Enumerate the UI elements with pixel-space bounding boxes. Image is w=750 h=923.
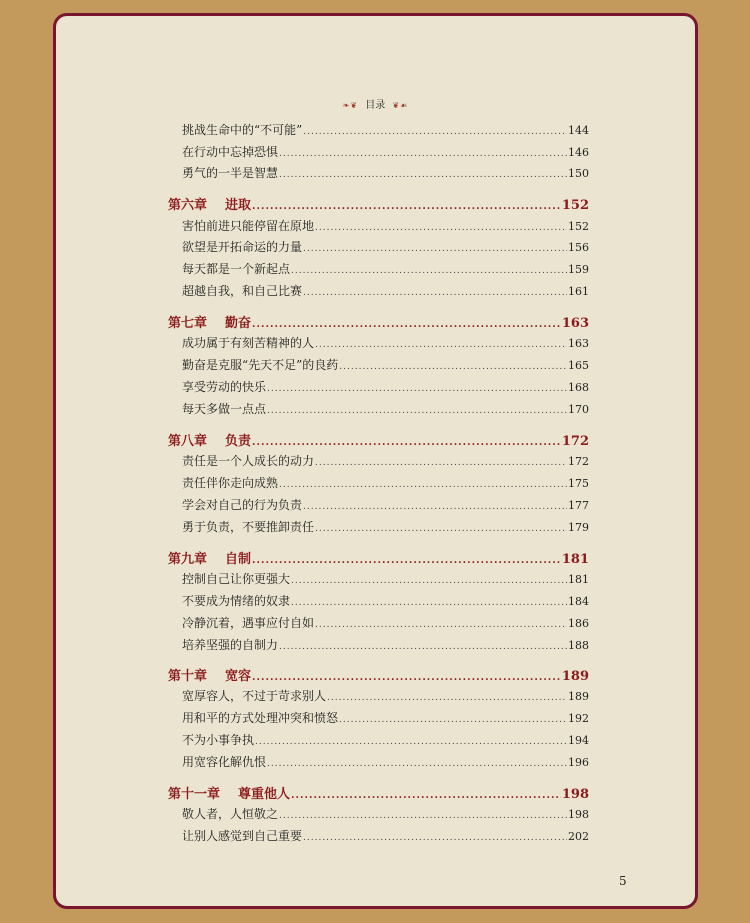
dot-leader	[255, 737, 567, 747]
entry-page-number: 146	[568, 146, 589, 159]
entry-page-number: 192	[568, 712, 589, 725]
toc-chapter-row	[56, 312, 695, 331]
toc-entry-row	[56, 356, 695, 373]
entry-page-number: 188	[568, 639, 589, 652]
dot-leader	[252, 555, 561, 566]
entry-page-number: 181	[561, 552, 589, 567]
entry-title: 在行动中忘掉恐惧	[182, 145, 279, 159]
entry-title: 不为小事争执	[182, 733, 255, 747]
chapter-heading	[168, 312, 251, 331]
toc-entry-row	[56, 709, 695, 726]
dot-leader	[291, 598, 567, 608]
dot-leader	[267, 759, 567, 769]
entry-page-number: 198	[568, 808, 589, 821]
entry-title: 每天都是一个新起点	[182, 262, 291, 276]
entry-title: 成功属于有刻苦精神的人	[182, 336, 315, 350]
entry-title: 勇于负责，不要推卸责任	[182, 520, 315, 534]
entry-page-number: 152	[561, 198, 589, 213]
entry-page-number: 150	[568, 167, 589, 180]
chapter-title: 尊重他人	[238, 787, 291, 802]
dot-leader	[279, 480, 567, 490]
toc-entry-row	[56, 496, 695, 513]
toc-heading: 目录	[365, 100, 386, 111]
toc-entry-row	[56, 592, 695, 609]
toc-entry-row	[56, 121, 695, 138]
dot-leader	[291, 790, 561, 801]
toc-entry-row	[56, 687, 695, 704]
entry-title: 享受劳动的快乐	[182, 380, 267, 394]
entry-title: 敬人者，人恒敬之	[182, 807, 279, 821]
entry-page-number: 156	[568, 241, 589, 254]
chapter-title: 负责	[225, 434, 252, 449]
toc-chapter-row	[56, 194, 695, 213]
entry-title: 勤奋是克服“先天不足”的良药	[182, 358, 339, 372]
book-page	[53, 13, 698, 909]
dot-leader	[315, 524, 567, 534]
chapter-heading	[168, 548, 251, 567]
dot-leader	[303, 502, 567, 512]
toc-entry-row	[56, 452, 695, 469]
dot-leader	[252, 319, 561, 330]
entry-title: 宽厚容人，不过于苛求别人	[182, 689, 327, 703]
dot-leader	[315, 620, 567, 630]
dot-leader	[279, 170, 567, 180]
dot-leader	[279, 149, 567, 159]
dot-leader	[303, 288, 567, 298]
toc-entry-row	[56, 518, 695, 535]
dot-leader	[291, 266, 567, 276]
dot-leader	[303, 127, 567, 137]
toc-entry-row	[56, 217, 695, 234]
entry-page-number: 168	[568, 381, 589, 394]
toc-entry-row	[56, 731, 695, 748]
chapter-heading	[168, 783, 290, 802]
chapter-number: 第九章	[168, 552, 208, 567]
entry-page-number: 194	[568, 734, 589, 747]
toc-chapter-row	[56, 548, 695, 567]
dot-leader	[252, 437, 561, 448]
dot-leader	[291, 576, 567, 586]
chapter-number: 第八章	[168, 434, 208, 449]
toc-chapter-row	[56, 783, 695, 802]
entry-page-number: 163	[568, 337, 589, 350]
chapter-heading	[168, 194, 251, 213]
entry-title: 用宽容化解仇恨	[182, 755, 267, 769]
chapter-title: 自制	[225, 552, 252, 567]
dot-leader	[279, 642, 567, 652]
entry-page-number: 202	[568, 830, 589, 843]
chapter-heading	[168, 665, 251, 684]
dot-leader	[327, 693, 567, 703]
entry-page-number: 170	[568, 403, 589, 416]
toc-entry-row	[56, 400, 695, 417]
entry-page-number: 189	[561, 669, 589, 684]
entry-title: 责任伴你走向成熟	[182, 476, 279, 490]
entry-title: 培养坚强的自制力	[182, 638, 279, 652]
toc-entry-row	[56, 334, 695, 351]
entry-page-number: 161	[568, 285, 589, 298]
entry-page-number: 184	[568, 595, 589, 608]
chapter-title: 进取	[225, 198, 252, 213]
toc-chapter-row	[56, 665, 695, 684]
toc-entry-row	[56, 260, 695, 277]
dot-leader	[315, 458, 567, 468]
entry-page-number: 159	[568, 263, 589, 276]
toc-entry-row	[56, 143, 695, 160]
chapter-title: 勤奋	[225, 316, 252, 331]
toc-entry-row	[56, 238, 695, 255]
dot-leader	[252, 672, 561, 683]
entry-page-number: 152	[568, 220, 589, 233]
chapter-title: 宽容	[225, 669, 252, 684]
toc-entry-row	[56, 474, 695, 491]
ornament-left-icon: ❧❦	[342, 101, 359, 110]
entry-page-number: 198	[561, 787, 589, 802]
entry-page-number: 189	[568, 690, 589, 703]
entry-title: 勇气的一半是智慧	[182, 166, 279, 180]
chapter-number: 第十章	[168, 669, 208, 684]
toc-entry-row	[56, 753, 695, 770]
dot-leader	[315, 223, 567, 233]
entry-page-number: 177	[568, 499, 589, 512]
entry-page-number: 175	[568, 477, 589, 490]
chapter-number: 第六章	[168, 198, 208, 213]
ornament-right-icon: ❦☙	[392, 101, 409, 110]
toc-entry-row	[56, 282, 695, 299]
page-number: 5	[619, 874, 627, 888]
dot-leader	[339, 362, 567, 372]
entry-title: 超越自我，和自己比赛	[182, 284, 303, 298]
entry-title: 欲望是开拓命运的力量	[182, 240, 303, 254]
entry-title: 挑战生命中的“不可能”	[182, 123, 303, 137]
toc-entry-row	[56, 378, 695, 395]
entry-page-number: 165	[568, 359, 589, 372]
entry-page-number: 163	[561, 316, 589, 331]
entry-title: 用和平的方式处理冲突和愤怒	[182, 711, 339, 725]
entry-page-number: 186	[568, 617, 589, 630]
dot-leader	[315, 340, 567, 350]
dot-leader	[279, 811, 567, 821]
toc-entry-row	[56, 827, 695, 844]
dot-leader	[267, 384, 567, 394]
dot-leader	[303, 244, 567, 254]
dot-leader	[252, 201, 561, 212]
toc-chapter-row	[56, 430, 695, 449]
entry-title: 冷静沉着，遇事应付自如	[182, 616, 315, 630]
entry-title: 害怕前进只能停留在原地	[182, 219, 315, 233]
entry-page-number: 196	[568, 756, 589, 769]
chapter-heading	[168, 430, 251, 449]
chapter-number: 第十一章	[168, 787, 221, 802]
toc-entry-row	[56, 805, 695, 822]
chapter-number: 第七章	[168, 316, 208, 331]
entry-title: 责任是一个人成长的动力	[182, 454, 315, 468]
entry-title: 学会对自己的行为负责	[182, 498, 303, 512]
toc-header	[56, 96, 695, 111]
entry-title: 不要成为情绪的奴隶	[182, 594, 291, 608]
dot-leader	[339, 715, 567, 725]
dot-leader	[303, 833, 567, 843]
entry-page-number: 144	[568, 124, 589, 137]
entry-title: 每天多做一点点	[182, 402, 267, 416]
entry-title: 控制自己让你更强大	[182, 572, 291, 586]
toc-entry-row	[56, 570, 695, 587]
entry-title: 让别人感觉到自己重要	[182, 829, 303, 843]
entry-page-number: 172	[561, 434, 589, 449]
toc-entry-row	[56, 614, 695, 631]
toc-entry-row	[56, 636, 695, 653]
toc-entry-row	[56, 164, 695, 181]
entry-page-number: 179	[568, 521, 589, 534]
entry-page-number: 172	[568, 455, 589, 468]
entry-page-number: 181	[568, 573, 589, 586]
dot-leader	[267, 406, 567, 416]
